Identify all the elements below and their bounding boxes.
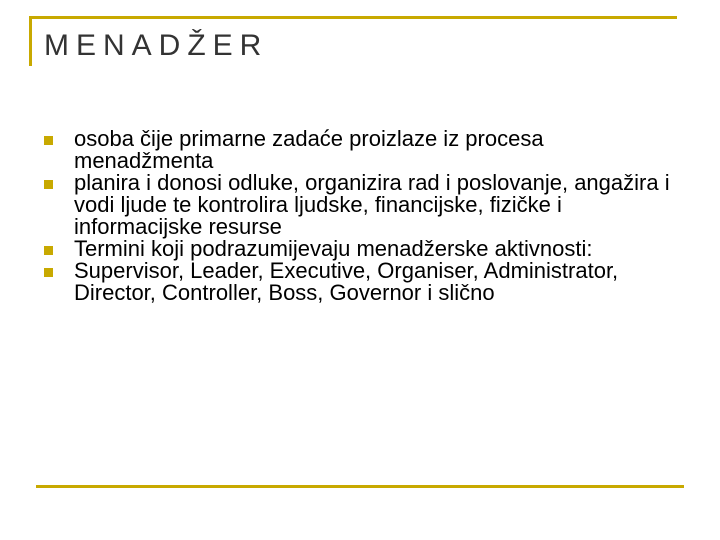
square-bullet-icon — [44, 136, 53, 145]
bullet-list — [42, 128, 682, 304]
slide-title: MENADŽER — [44, 29, 269, 62]
square-bullet-icon — [44, 268, 53, 277]
bullet-item — [42, 238, 682, 260]
bullet-text: Termini koji podrazumijevaju menadžerske aktivnosti: — [74, 236, 593, 261]
bullet-item — [42, 128, 682, 172]
frame-top-border — [29, 16, 677, 19]
frame-left-border — [29, 16, 32, 66]
square-bullet-icon — [44, 246, 53, 255]
bullet-text: Supervisor, Leader, Executive, Organiser, Administrator, Director, Controller, Boss, Governor i slično — [74, 258, 619, 305]
bullet-text: planira i donosi odluke, organizira rad i poslovanje, angažira i vodi ljude te kontrolira ljudske, financijske, fizičke i informacijske resurse — [74, 170, 670, 239]
frame-bottom-border — [36, 485, 684, 488]
bullet-item — [42, 260, 682, 304]
square-bullet-icon — [44, 180, 53, 189]
bullet-item — [42, 172, 682, 238]
bullet-text: osoba čije primarne zadaće proizlaze iz procesa menadžmenta — [74, 126, 544, 173]
